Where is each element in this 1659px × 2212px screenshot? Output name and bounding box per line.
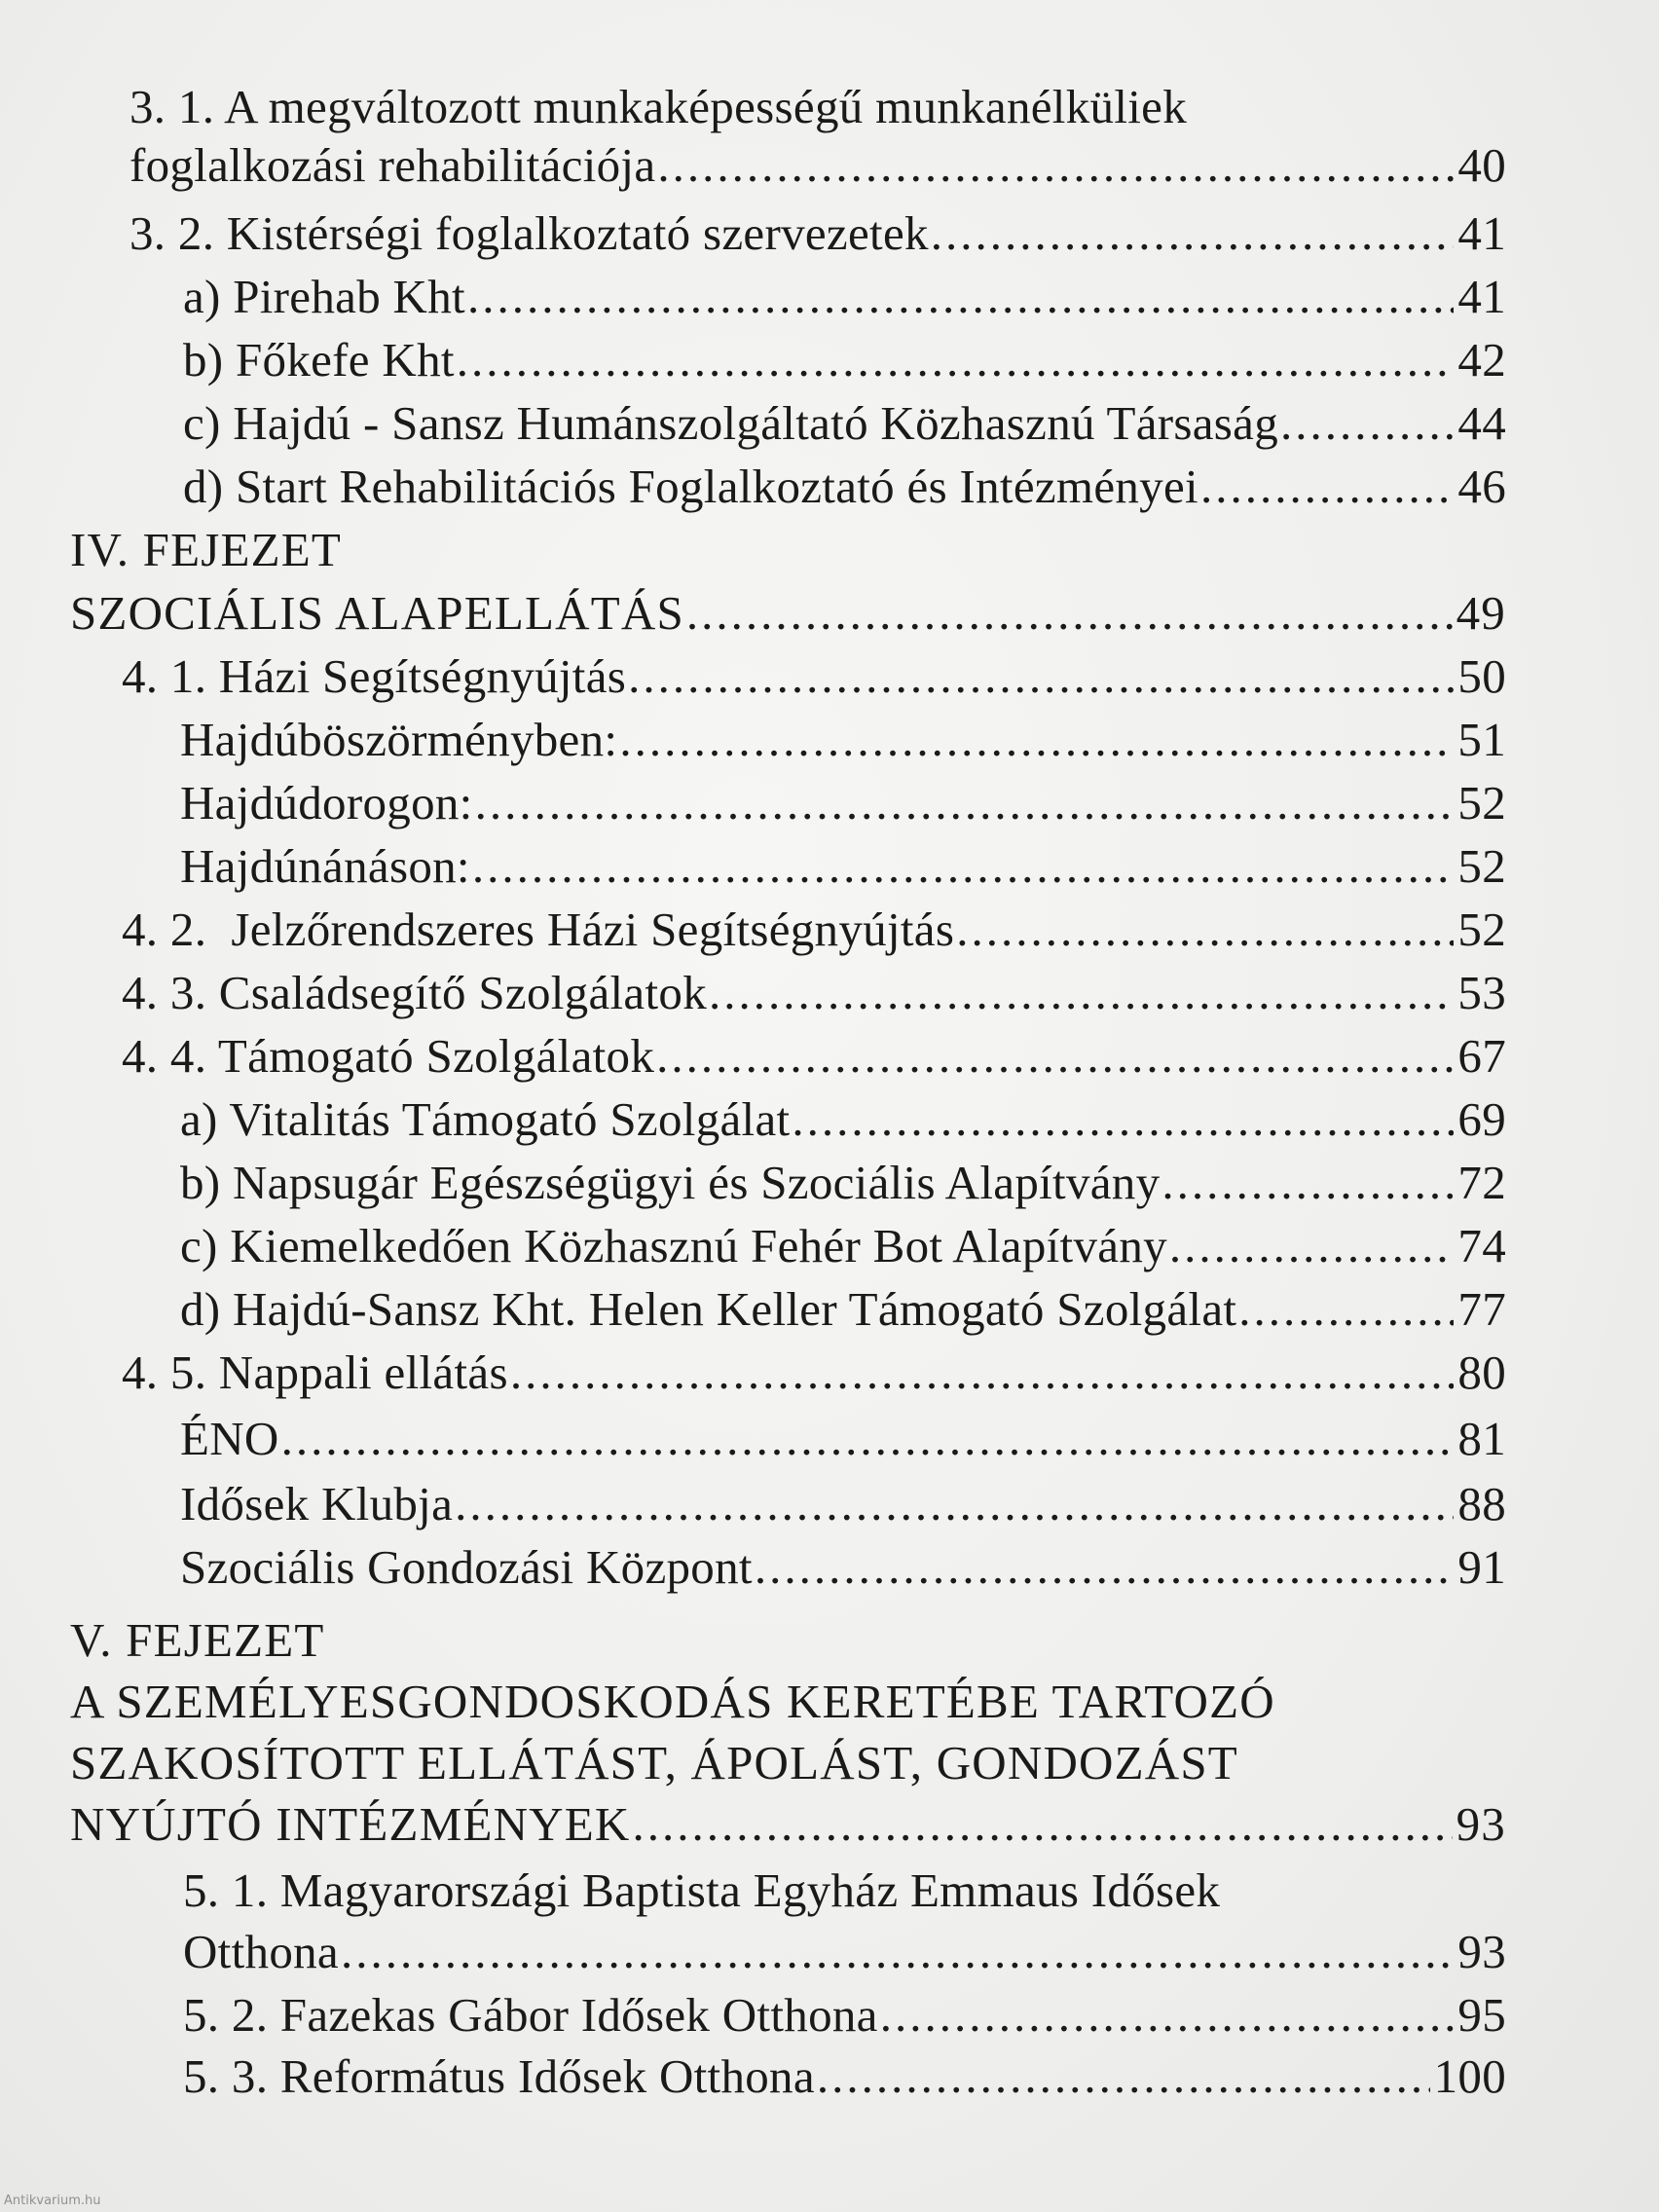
toc-page-number: 72 <box>1457 1156 1506 1209</box>
dot-leader <box>472 837 1455 896</box>
toc-entry-4-5-b <box>180 1475 1506 1533</box>
toc-page-number: 93 <box>1457 1925 1506 1978</box>
toc-page-number: 91 <box>1457 1540 1506 1594</box>
toc-page-number: 95 <box>1457 1988 1506 2042</box>
chapter-5-title-line1: A SZEMÉLYESGONDOSKODÁS KERETÉBE TARTOZÓ <box>70 1675 1275 1728</box>
toc-entry-text: 4. 5. Nappali ellátás <box>122 1346 508 1399</box>
watermark: Antikvarium.hu <box>4 2194 101 2208</box>
toc-entry-chapter-4 <box>70 584 1506 643</box>
toc-page-number: 74 <box>1457 1219 1506 1272</box>
toc-entry-4-4-c <box>180 1217 1506 1275</box>
toc-entry-text: c) Kiemelkedően Közhasznú Fehér Bot Alapítvány <box>180 1219 1167 1272</box>
chapter-4-label: IV. FEJEZET <box>70 523 343 576</box>
toc-page-number: 81 <box>1457 1412 1506 1465</box>
toc-entry-4-5-a <box>180 1410 1506 1468</box>
toc-entry-3-2-d <box>183 458 1506 516</box>
toc-entry-text: 4. 3. Családsegítő Szolgálatok <box>122 966 707 1019</box>
toc-page-number: 88 <box>1457 1477 1506 1530</box>
toc-entry-4-1-c <box>180 837 1506 896</box>
dot-leader <box>467 268 1454 326</box>
dot-leader <box>628 647 1454 706</box>
toc-page-number: 50 <box>1457 649 1506 703</box>
toc-entry-3-2-b <box>183 331 1506 389</box>
toc-entry-3-1 <box>129 136 1506 195</box>
dot-leader <box>931 204 1455 263</box>
toc-entry-text: d) Hajdú-Sansz Kht. Helen Keller Támogató Szolgálat <box>180 1282 1237 1336</box>
toc-page-number: 51 <box>1457 713 1506 766</box>
dot-leader <box>457 331 1455 389</box>
toc-entry-text: c) Hajdú - Sansz Humánszolgáltató Közhasznú Társaság <box>183 396 1279 450</box>
toc-entry-text: Hajdúnánáson: <box>180 839 470 893</box>
toc-entry-text: Otthona <box>183 1925 339 1978</box>
toc-entry-4-4 <box>122 1027 1506 1086</box>
toc-entry-text: Szociális Gondozási Központ <box>180 1540 753 1594</box>
toc-entry-4-3 <box>122 964 1506 1022</box>
toc-entry-text: ÉNO <box>180 1412 279 1465</box>
dot-leader <box>755 1538 1455 1597</box>
toc-page-number: 80 <box>1457 1346 1506 1399</box>
toc-entry-4-4-a <box>180 1090 1506 1149</box>
chapter-5-label: V. FEJEZET <box>70 1613 325 1667</box>
toc-page-number: 93 <box>1456 1797 1506 1851</box>
toc-entry-chapter-5 <box>70 1795 1506 1854</box>
dot-leader <box>817 2047 1430 2106</box>
toc-entry-text: 5. 2. Fazekas Gábor Idősek Otthona <box>183 1988 878 2042</box>
toc-entry-text: foglalkozási rehabilitációja <box>129 138 656 192</box>
toc-page-number: 46 <box>1457 460 1506 513</box>
toc-page-number: 40 <box>1457 138 1506 192</box>
dot-leader <box>1161 1154 1454 1212</box>
toc-page-number: 67 <box>1457 1029 1506 1083</box>
toc-entry-text: 5. 3. Református Idősek Otthona <box>183 2049 815 2103</box>
dot-leader <box>709 964 1454 1022</box>
toc-entry-4-4-b <box>180 1154 1506 1212</box>
dot-leader <box>792 1090 1454 1149</box>
toc-entry-3-1-line1: 3. 1. A megváltozott munkaképességű munkanélküliek <box>129 80 1187 133</box>
toc-entry-text: 4. 4. Támogató Szolgálatok <box>122 1029 655 1083</box>
toc-entry-4-1-a <box>180 711 1506 769</box>
dot-leader <box>1280 394 1454 453</box>
toc-entry-text: a) Vitalitás Támogató Szolgálat <box>180 1092 791 1146</box>
toc-entry-4-1 <box>122 647 1506 706</box>
toc-entry-4-2 <box>122 901 1506 959</box>
dot-leader <box>281 1410 1455 1468</box>
toc-entry-text: d) Start Rehabilitációs Foglalkoztató és Intézményei <box>183 460 1198 513</box>
toc-entry-3-2 <box>129 204 1506 263</box>
toc-entry-5-2 <box>183 1986 1506 2045</box>
toc-page-number: 53 <box>1457 966 1506 1019</box>
toc-entry-text: NYÚJTÓ INTÉZMÉNYEK <box>70 1797 631 1851</box>
toc-page-number: 100 <box>1433 2049 1506 2103</box>
toc-page-number: 41 <box>1457 206 1506 260</box>
dot-leader <box>686 584 1453 643</box>
toc-entry-3-2-c <box>183 394 1506 453</box>
toc-entry-text: a) Pirehab Kht <box>183 270 465 323</box>
dot-leader <box>510 1344 1455 1402</box>
chapter-5-title-line2: SZAKOSÍTOTT ELLÁTÁST, ÁPOLÁST, GONDOZÁST <box>70 1736 1238 1789</box>
dot-leader <box>619 711 1454 769</box>
toc-entry-5-1 <box>183 1923 1506 1981</box>
toc-entry-5-3 <box>183 2047 1506 2106</box>
toc-entry-text: b) Főkefe Kht <box>183 333 455 387</box>
toc-entry-text: 3. 2. Kistérségi foglalkoztató szervezetek <box>129 206 929 260</box>
toc-page-number: 41 <box>1457 270 1506 323</box>
toc-page-number: 44 <box>1457 396 1506 450</box>
dot-leader <box>632 1795 1452 1854</box>
toc-entry-4-5 <box>122 1344 1506 1402</box>
toc-entry-3-2-a <box>183 268 1506 326</box>
toc-entry-4-5-c <box>180 1538 1506 1597</box>
toc-entry-5-1-line1: 5. 1. Magyarországi Baptista Egyház Emmaus Idősek <box>183 1863 1221 1917</box>
dot-leader <box>956 901 1454 959</box>
toc-entry-text: Hajdúdorogon: <box>180 776 473 830</box>
toc-page-number: 52 <box>1457 903 1506 956</box>
toc-entry-text: b) Napsugár Egészségügyi és Szociális Alapítvány <box>180 1156 1161 1209</box>
toc-page-number: 42 <box>1457 333 1506 387</box>
dot-leader <box>455 1475 1454 1533</box>
toc-page-number: 49 <box>1456 586 1506 640</box>
toc-entry-text: Hajdúböszörményben: <box>180 713 618 766</box>
dot-leader <box>341 1923 1454 1981</box>
toc-entry-text: Idősek Klubja <box>180 1477 454 1530</box>
dot-leader <box>1238 1280 1454 1339</box>
toc-entry-4-1-b <box>180 774 1506 832</box>
toc-entry-text: 4. 1. Házi Segítségnyújtás <box>122 649 627 703</box>
toc-page-number: 52 <box>1457 776 1506 830</box>
toc-entry-4-4-d <box>180 1280 1506 1339</box>
dot-leader <box>657 136 1454 195</box>
dot-leader <box>475 774 1455 832</box>
dot-leader <box>656 1027 1454 1086</box>
toc-entry-text: SZOCIÁLIS ALAPELLÁTÁS <box>70 586 684 640</box>
dot-leader <box>880 1986 1455 2045</box>
toc-entry-text: 4. 2. Jelzőrendszeres Házi Segítségnyújtás <box>122 903 955 956</box>
toc-page-number: 52 <box>1457 839 1506 893</box>
toc-page-number: 77 <box>1457 1282 1506 1336</box>
dot-leader <box>1169 1217 1454 1275</box>
toc-page-number: 69 <box>1457 1092 1506 1146</box>
dot-leader <box>1200 458 1454 516</box>
